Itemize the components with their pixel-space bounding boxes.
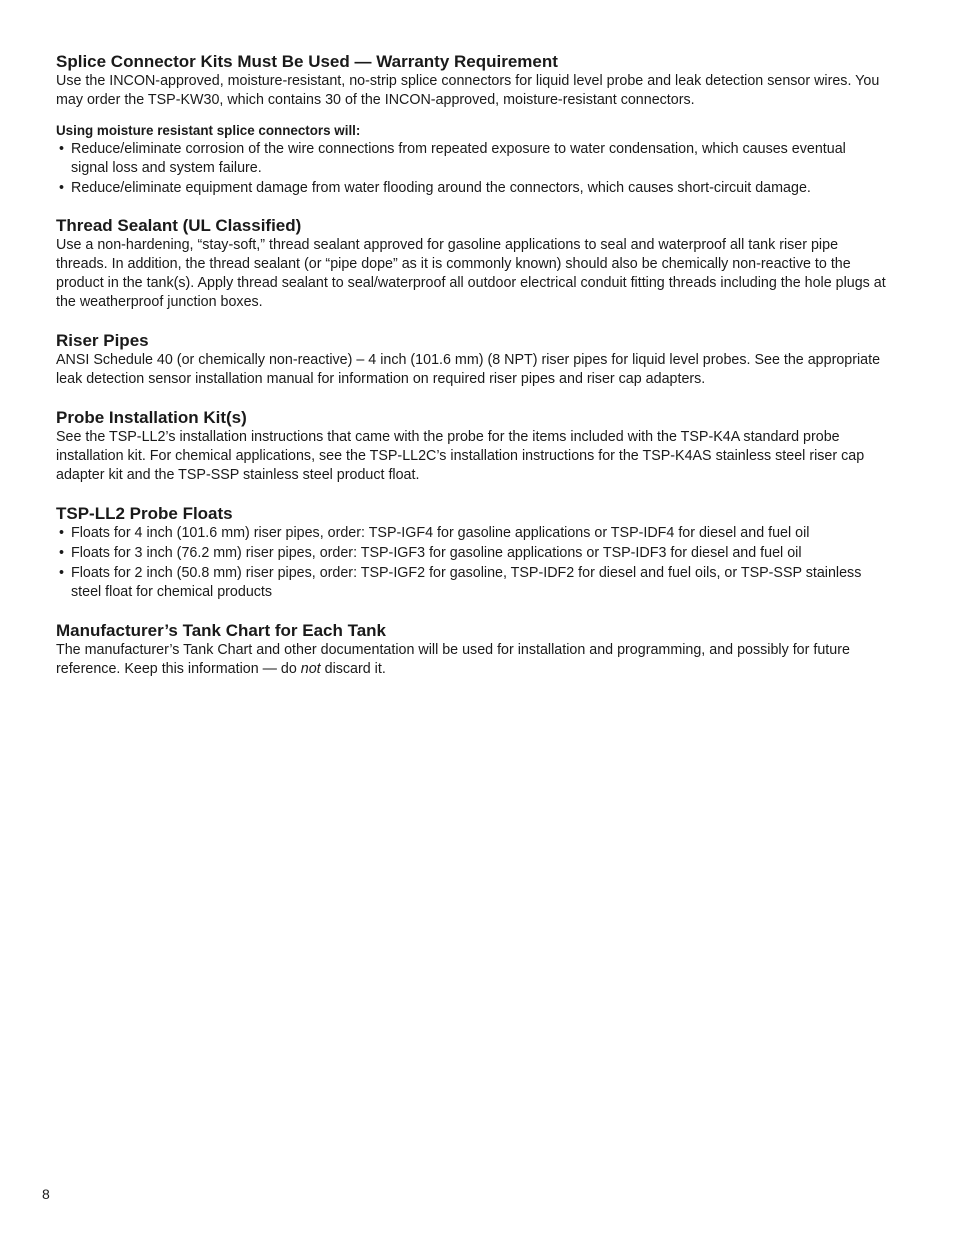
list-item: • Floats for 2 inch (50.8 mm) riser pipes, order: TSP-IGF2 for gasoline, TSP-IDF2 for diesel and fuel oils, or TSP-SSP stainless steel float for chemical products [59, 565, 862, 600]
list-item: • Reduce/eliminate equipment damage from water flooding around the connectors, which causes short-circuit damage. [59, 180, 811, 196]
bullet-glyph: • [59, 141, 65, 157]
bullet-glyph: • [59, 180, 65, 196]
bullet-glyph: • [59, 525, 65, 541]
section-splice-connectors [56, 52, 886, 198]
emphasis-text: not [300, 661, 321, 677]
section-riser-pipes [56, 331, 886, 389]
section-body: The manufacturer’s Tank Chart and other documentation will be used for installation and programming, and possibly for future reference. Keep this information — do not discard it. [56, 642, 850, 677]
section-heading: Thread Sealant (UL Classified) [56, 216, 302, 235]
section-heading: Splice Connector Kits Must Be Used — Warranty Requirement [56, 52, 558, 71]
bullet-list [56, 524, 886, 602]
section-heading: Riser Pipes [56, 331, 149, 350]
section-heading: Probe Installation Kit(s) [56, 408, 247, 427]
bullet-glyph: • [59, 545, 65, 561]
document-page [56, 52, 886, 698]
list-item: • Floats for 4 inch (101.6 mm) riser pipes, order: TSP-IGF4 for gasoline applications or TSP-IDF4 for diesel and fuel oil [59, 525, 810, 541]
section-thread-sealant [56, 216, 886, 312]
section-body: Use the INCON-approved, moisture-resistant, no-strip splice connectors for liquid level probe and leak detection sensor wires. You may order the TSP-KW30, which contains 30 of the INCON-approved, moisture-resistant connectors. [56, 73, 880, 108]
bullet-list [56, 140, 886, 198]
section-heading: TSP-LL2 Probe Floats [56, 504, 233, 523]
section-body: See the TSP-LL2’s installation instructions that came with the probe for the items included with the TSP-K4A standard probe installation kit. For chemical applications, see the TSP-LL2C’s installation instructions for the TSP-K4AS stainless steel riser cap adapter kit and the TSP-SSP stainless steel product float. [56, 429, 865, 483]
section-tank-chart [56, 621, 886, 679]
bullet-glyph: • [59, 565, 65, 581]
list-item: • Reduce/eliminate corrosion of the wire connections from repeated exposure to water condensation, which causes eventual signal loss and system failure. [59, 141, 846, 176]
section-subheading: Using moisture resistant splice connectors will: [56, 123, 361, 138]
section-body: ANSI Schedule 40 (or chemically non-reactive) – 4 inch (101.6 mm) (8 NPT) riser pipes for liquid level probes. See the appropriate leak detection sensor installation manual for information on required riser pipes and riser cap adapters. [56, 352, 881, 387]
section-probe-installation-kits [56, 408, 886, 485]
section-heading: Manufacturer’s Tank Chart for Each Tank [56, 621, 386, 640]
section-body: Use a non-hardening, “stay-soft,” thread sealant approved for gasoline applications to seal and waterproof all tank riser pipe threads. In addition, the thread sealant (or “pipe dope” as it is commonly known) should also be chemically non-reactive to the product in the tank(s). Apply thread sealant to seal/waterproof all outdoor electrical conduit fitting threads including the hole plugs at the weatherproof junction boxes. [56, 237, 886, 310]
section-probe-floats [56, 504, 886, 602]
page-number: 8 [42, 1186, 50, 1202]
list-item: • Floats for 3 inch (76.2 mm) riser pipes, order: TSP-IGF3 for gasoline applications or TSP-IDF3 for diesel and fuel oil [59, 545, 802, 561]
